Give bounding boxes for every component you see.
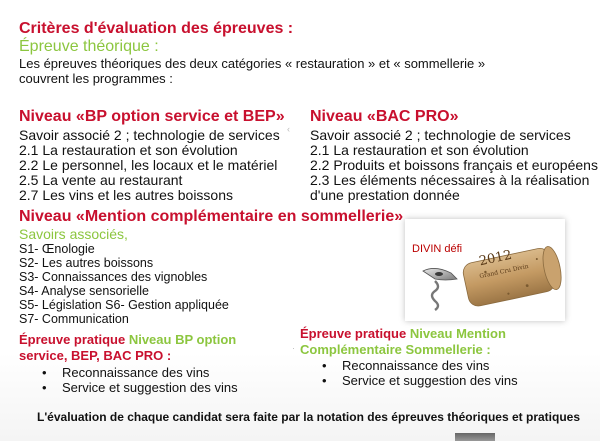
- mention-item: S1- Œnologie: [19, 242, 95, 256]
- practice-left-title: Épreuve pratique: [19, 332, 126, 347]
- divin-defi-label: DIVIN défi: [412, 243, 463, 255]
- bp-item: 2.5 La vente au restaurant: [19, 172, 183, 188]
- practice-left-level-2: service, BEP, BAC PRO :: [19, 348, 172, 363]
- bottom-image-edge: [455, 433, 495, 441]
- mention-title: Niveau «Mention complémentaire en sommellerie»: [19, 208, 404, 225]
- practice-left-title-line: [19, 332, 236, 348]
- criteria-title: Critères d'évaluation des épreuves :: [19, 20, 294, 37]
- practice-left-item: • Reconnaissance des vins: [38, 365, 238, 380]
- practice-left-list: [38, 365, 238, 395]
- bp-item: 2.2 Le personnel, les locaux et le matériel: [19, 157, 278, 173]
- bp-subtitle: Savoir associé 2 ; technologie de services: [19, 127, 280, 143]
- practice-left-level-1: Niveau BP option: [128, 332, 237, 347]
- mention-item: S3- Connaissances des vignobles: [19, 270, 208, 284]
- bp-item: 2.1 La restauration et son évolution: [19, 142, 238, 158]
- practice-right-level-2: Complémentaire Sommellerie :: [300, 342, 491, 357]
- mention-item: S7- Communication: [19, 312, 129, 326]
- practice-right-title-line: [300, 326, 506, 342]
- intro-line-1: Les épreuves théoriques des deux catégories « restauration » et « sommellerie »: [19, 56, 486, 71]
- practice-right-item: • Reconnaissance des vins: [318, 358, 518, 373]
- mention-item: S2- Les autres boissons: [19, 256, 154, 270]
- practice-right-level-1: Niveau Mention: [409, 326, 506, 341]
- practice-left-item: • Service et suggestion des vins: [38, 380, 238, 395]
- mention-item: S5- Législation S6- Gestion appliquée: [19, 298, 229, 312]
- decorative-mark: ·: [292, 343, 295, 353]
- bp-item: 2.7 Les vins et les autres boissons: [19, 187, 234, 203]
- mention-item: S4- Analyse sensorielle: [19, 284, 149, 298]
- bac-item: 2.2 Produits et boissons français et européens: [310, 157, 598, 173]
- decorative-mark: ‹: [287, 124, 290, 134]
- practice-right-item: • Service et suggestion des vins: [318, 373, 518, 388]
- intro-line-2: couvrent les programmes :: [19, 71, 173, 86]
- bp-title: Niveau «BP option service et BEP»: [19, 108, 285, 125]
- divin-defi-image: [405, 219, 565, 321]
- practice-right-title: Épreuve pratique: [300, 326, 407, 341]
- bac-item: 2.1 La restauration et son évolution: [310, 142, 529, 158]
- corkscrew-cork-icon: [405, 219, 565, 321]
- bac-item: 2.3 Les éléments nécessaires à la réalisation: [310, 172, 590, 188]
- footer-note: L'évaluation de chaque candidat sera faite par la notation des épreuves théoriques et pratiques: [37, 410, 580, 424]
- bac-title: Niveau «BAC PRO»: [310, 108, 459, 125]
- bac-item: d'une prestation donnée: [310, 187, 460, 203]
- cork-year: 2012: [477, 247, 514, 270]
- bac-subtitle: Savoir associé 2 ; technologie de services: [310, 127, 571, 143]
- theory-title: Épreuve théorique :: [19, 38, 159, 55]
- practice-right-list: [318, 358, 518, 388]
- mention-savoirs-label: Savoirs associés,: [19, 226, 128, 242]
- cork-text: Grand Cru Divin: [478, 262, 530, 281]
